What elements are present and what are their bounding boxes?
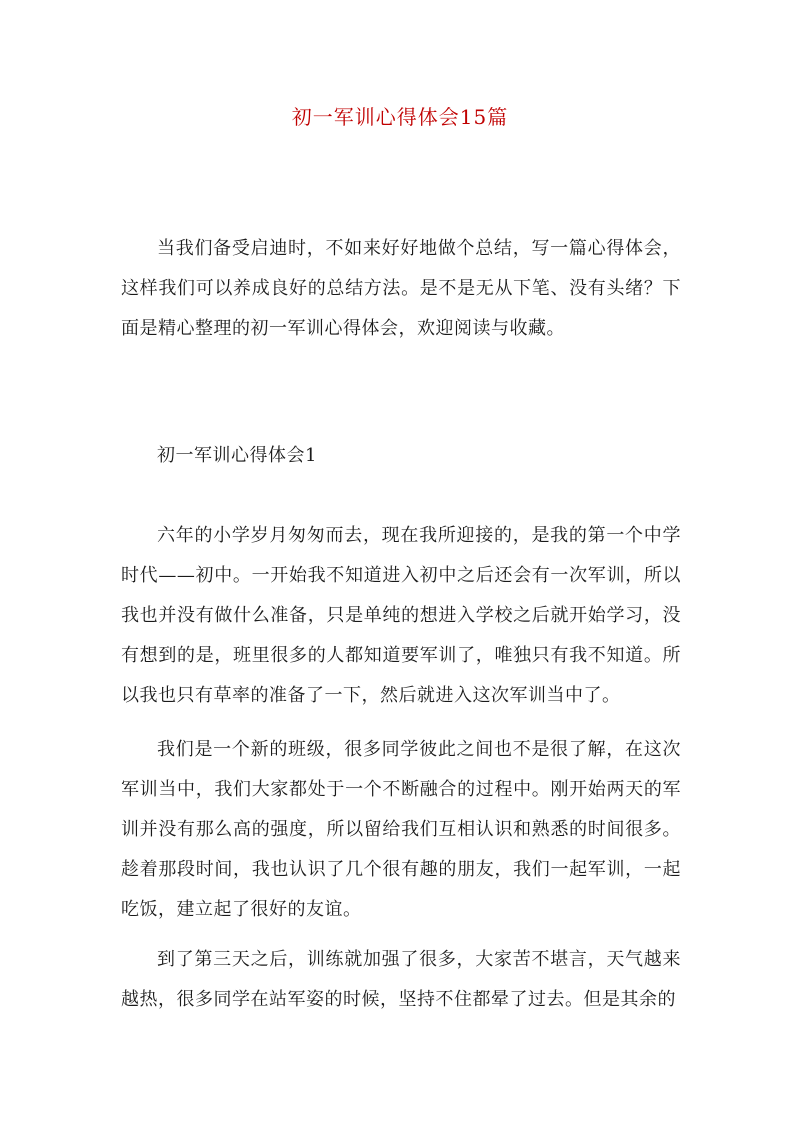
body-paragraph: 六年的小学岁月匆匆而去，现在我所迎接的，是我的第一个中学时代——初中。一开始我不知道进入初中之后还会有一次军训，所以我也并没有做什么准备，只是单纯的想进入学校之后就开始学习，没有想到的是，班里很多的人都知道要军训了，唯独只有我不知道。所以我也只有草率的准备了一下，然后就进入这次军训当中了。 [121,525,681,706]
document-title: 初一军训心得体会15篇 [291,105,509,129]
section-heading: 初一军训心得体会1 [157,445,317,466]
body-paragraph: 我们是一个新的班级，很多同学彼此之间也不是很了解，在这次军训当中，我们大家都处于一个不断融合的过程中。刚开始两天的军训并没有那么高的强度，所以留给我们互相认识和熟悉的时间很多。趁着那段时间，我也认识了几个很有趣的朋友，我们一起军训，一起吃饭，建立起了很好的友谊。 [121,739,681,920]
body-paragraph: 到了第三天之后，训练就加强了很多，大家苦不堪言，天气越来越热，很多同学在站军姿的时候，坚持不住都晕了过去。但是其余的 [121,949,681,1010]
intro-paragraph: 当我们备受启迪时，不如来好好地做个总结，写一篇心得体会，这样我们可以养成良好的总结方法。是不是无从下笔、没有头绪？下面是精心整理的初一军训心得体会，欢迎阅读与收藏。 [121,238,681,339]
